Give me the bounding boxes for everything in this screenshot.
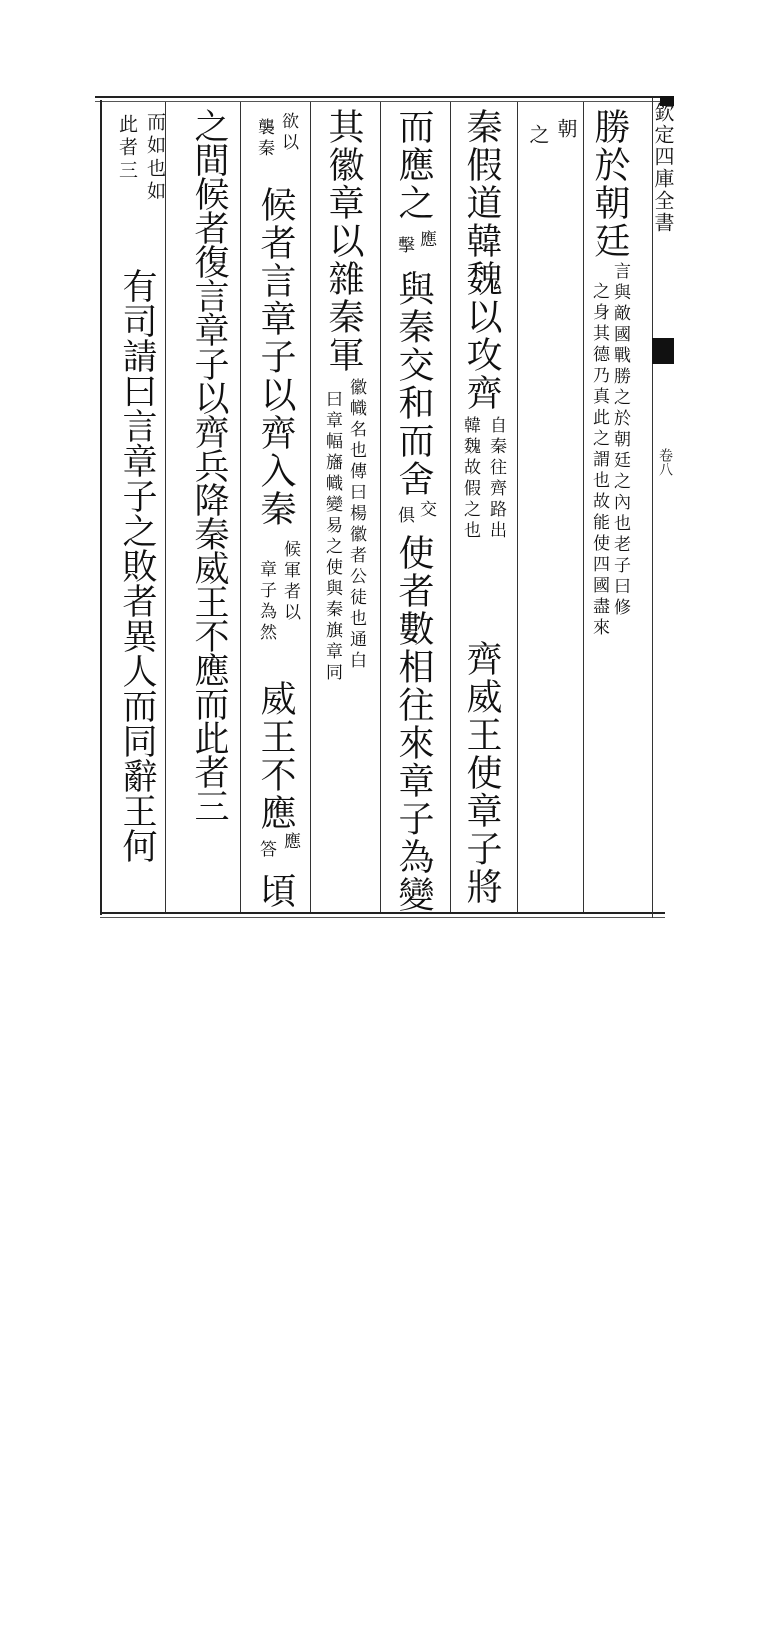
column-rule — [380, 102, 381, 912]
frame-bottom-rule-inner — [100, 917, 665, 918]
text-column-5-commentary-right — [346, 378, 365, 1178]
main-text: 頃 — [255, 872, 296, 910]
frame-left-rule — [100, 100, 102, 915]
commentary-text: 韓魏故假之也 — [460, 416, 480, 542]
text-column-3-main-b — [462, 640, 500, 1440]
main-text: 與秦交和而舍 — [393, 270, 434, 498]
commentary-text: 曰章幅旛幟變易之使與秦旗章同 — [322, 390, 342, 684]
text-column-4-main-c — [394, 534, 432, 1334]
commentary-text: 應 — [280, 832, 300, 853]
column-rule — [583, 102, 584, 912]
commentary-text: 擊 — [394, 236, 414, 257]
commentary-text: 之身其德乃真此之謂也故能使四國盡來 — [589, 282, 609, 639]
frame-top-rule — [95, 96, 665, 98]
main-text: 其徽章以雜秦軍 — [323, 108, 364, 374]
commentary-text: 應 — [416, 230, 436, 251]
frame-bottom-rule — [100, 912, 665, 914]
main-text: 候者言章子以齊入秦 — [255, 186, 296, 528]
commentary-text: 章子為然 — [256, 560, 276, 644]
column-rule — [450, 102, 451, 912]
commentary-text: 之 — [526, 124, 550, 148]
text-column-1-commentary-left — [589, 282, 608, 1082]
text-column-1-commentary-right — [610, 262, 629, 1062]
commentary-text: 朝 — [554, 118, 578, 142]
commentary-text: 候軍者以 — [280, 540, 300, 624]
main-text: 秦假道韓魏以攻齊 — [461, 108, 502, 412]
main-text: 勝於朝廷 — [589, 108, 630, 260]
commentary-text: 襲秦 — [254, 118, 274, 160]
column-rule — [240, 102, 241, 912]
main-text: 威王不應 — [255, 680, 296, 832]
commentary-text: 答 — [256, 840, 276, 861]
column-rule — [165, 102, 166, 912]
column-rule — [310, 102, 311, 912]
commentary-text: 言與敵國戰勝之於朝廷之內也老子曰修 — [610, 262, 630, 619]
spine-title: 欽定四庫全書 — [651, 102, 675, 234]
commentary-text: 俱 — [394, 506, 414, 527]
commentary-text: 徽幟名也傳曰楊徽者公徒也通白 — [346, 378, 366, 672]
main-text: 使者數相往來章子為變 — [393, 534, 434, 914]
text-column-6-note3-right — [280, 832, 299, 1632]
main-text: 之間候者復言章子以齊兵降秦威王不應而此者三 — [189, 108, 229, 822]
main-text: 有司請曰言章子之敗者異人而同辭王何 — [117, 268, 157, 863]
text-column-6-note3-left — [256, 840, 275, 1640]
commentary-text: 此者三 — [116, 114, 138, 183]
main-text: 而應之 — [393, 108, 434, 222]
main-text: 齊威王使章子將 — [461, 640, 502, 906]
text-column-7-main — [190, 108, 227, 908]
commentary-text: 欲以 — [278, 112, 298, 154]
column-rule — [517, 102, 518, 912]
text-column-5-commentary-left — [322, 390, 341, 1190]
spine-fishtail-block — [652, 338, 674, 364]
text-column-6-main-c — [256, 872, 294, 908]
text-column-2-right — [554, 118, 578, 918]
commentary-text: 而如也如 — [144, 112, 166, 204]
commentary-text: 自秦往齊路出 — [486, 416, 506, 542]
text-column-2-left — [526, 124, 550, 924]
spine-juan-number: 卷八 — [657, 448, 673, 476]
text-column-8-main — [118, 268, 155, 1068]
commentary-text: 交 — [416, 500, 436, 521]
